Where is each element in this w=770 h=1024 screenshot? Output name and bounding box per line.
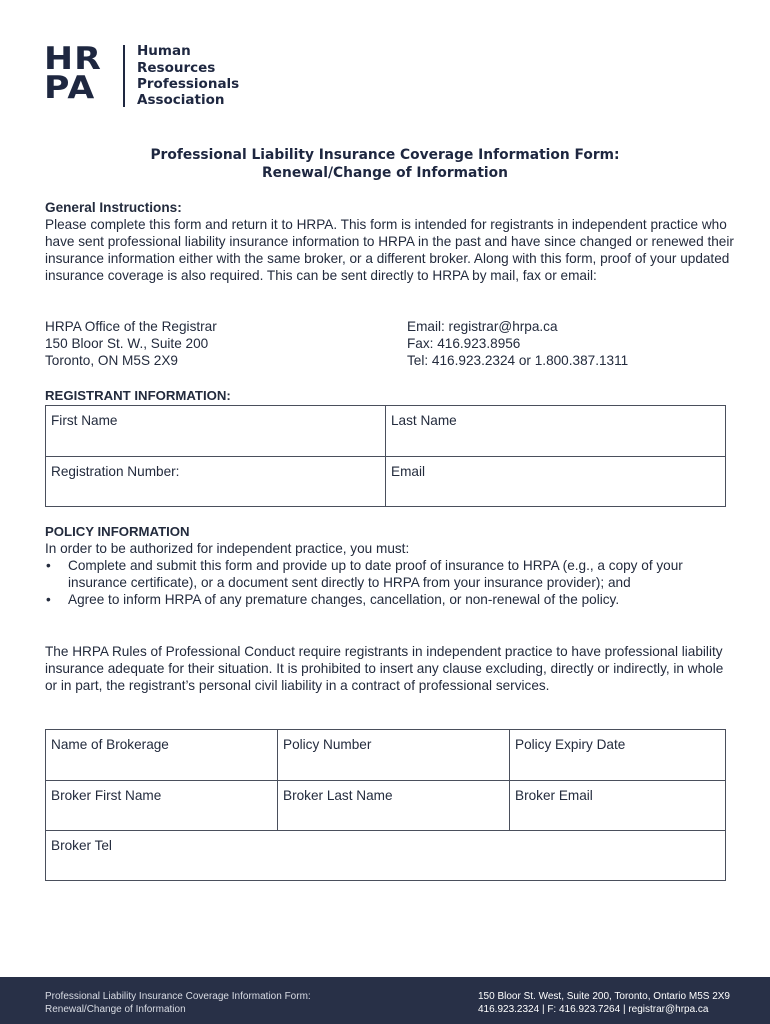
email-label: Email [391,464,425,479]
broker-email-field[interactable] [510,781,726,831]
policy-bullet: • Complete and submit this form and provide up to date proof of insurance to HRPA (e.g., a copy of your insurance certificate), or a document sent directly to HRPA from your insurance provider); and [45,557,735,591]
policy-bullet: • Agree to inform HRPA of any premature changes, cancellation, or non-renewal of the policy. [45,591,735,608]
general-instructions [45,199,735,284]
contact-fax: Fax: 416.923.8956 [407,336,521,351]
contact-tel: Tel: 416.923.2324 or 1.800.387.1311 [407,353,629,368]
first-name-label: First Name [51,413,118,428]
last-name-label: Last Name [391,413,457,428]
broker-tel-label: Broker Tel [51,838,112,853]
first-name-field[interactable] [46,406,386,457]
policy-expiry-label: Policy Expiry Date [515,737,626,752]
footer-right-line1: 150 Bloor St. West, Suite 200, Toronto, Ontario M5S 2X9 [478,991,730,1002]
brokerage-label: Name of Brokerage [51,737,169,752]
broker-email-label: Broker Email [515,788,593,803]
registration-number-field[interactable] [46,457,386,507]
policy-number-field[interactable] [278,730,510,781]
logo-divider [123,45,125,107]
logo-text-line: Human [137,43,191,60]
broker-table [45,729,726,881]
policy-expiry-field[interactable] [510,730,726,781]
footer-form-name [45,991,311,1016]
registration-number-label: Registration Number: [51,464,180,479]
broker-first-name-field[interactable] [46,781,278,831]
form-title [0,146,770,182]
registrant-table [45,405,726,507]
policy-number-label: Policy Number [283,737,372,752]
footer-left-line2: Renewal/Change of Information [45,1003,186,1015]
logo-mark-line1: HR [44,41,103,77]
mailing-address [45,318,217,369]
logo-text-line: Professionals [137,76,240,92]
brokerage-field[interactable] [46,730,278,781]
footer-left-line1: Professional Liability Insurance Coverage Information Form: [45,991,311,1002]
address-office: HRPA Office of the Registrar [45,319,217,334]
footer-contact [478,991,730,1016]
policy-information [45,523,735,608]
broker-last-name-label: Broker Last Name [283,788,393,803]
contact-details [407,318,628,369]
broker-tel-field[interactable] [46,831,726,881]
logo-mark [44,41,118,107]
logo-mark-line2: PA [44,70,96,106]
email-field[interactable] [386,457,726,507]
general-instructions-heading: General Instructions: [45,200,182,215]
registrant-heading: REGISTRANT INFORMATION: [45,388,231,403]
broker-last-name-field[interactable] [278,781,510,831]
footer-right-line2: 416.923.2324 | F: 416.923.7264 | registrar@hrpa.ca [478,1003,709,1015]
form-title-line1: Professional Liability Insurance Coverage Information Form: [150,147,620,163]
logo-text [137,43,239,109]
contact-email: Email: registrar@hrpa.ca [407,319,558,334]
policy-heading: POLICY INFORMATION [45,524,190,539]
last-name-field[interactable] [386,406,726,457]
general-instructions-body: Please complete this form and return it to HRPA. This form is intended for registrants in independent practice who have sent professional liability insurance information to HRPA in the past and have since changed or renewed their insurance information either with the same broker, or a different broker. Along with this form, proof of your updated insurance coverage is also required. This can be sent directly to HRPA by mail, fax or email: [45,217,734,283]
address-city: Toronto, ON M5S 2X9 [45,353,178,368]
logo-text-line: Association [137,92,225,109]
hrpa-logo [44,41,240,109]
rules-of-conduct-text: The HRPA Rules of Professional Conduct require registrants in independent practice to have professional liability insurance adequate for their situation. It is prohibited to insert any clause excluding, directly or indirectly, in whole or in part, the registrant’s personal civil liability in a contract of professional services. [45,644,724,693]
page-footer [0,977,770,1024]
address-street: 150 Bloor St. W., Suite 200 [45,336,209,351]
logo-text-line: Resources [137,59,216,76]
broker-first-name-label: Broker First Name [51,788,162,803]
policy-intro: In order to be authorized for independent practice, you must: [45,541,410,556]
form-title-line2: Renewal/Change of Information [262,165,508,181]
